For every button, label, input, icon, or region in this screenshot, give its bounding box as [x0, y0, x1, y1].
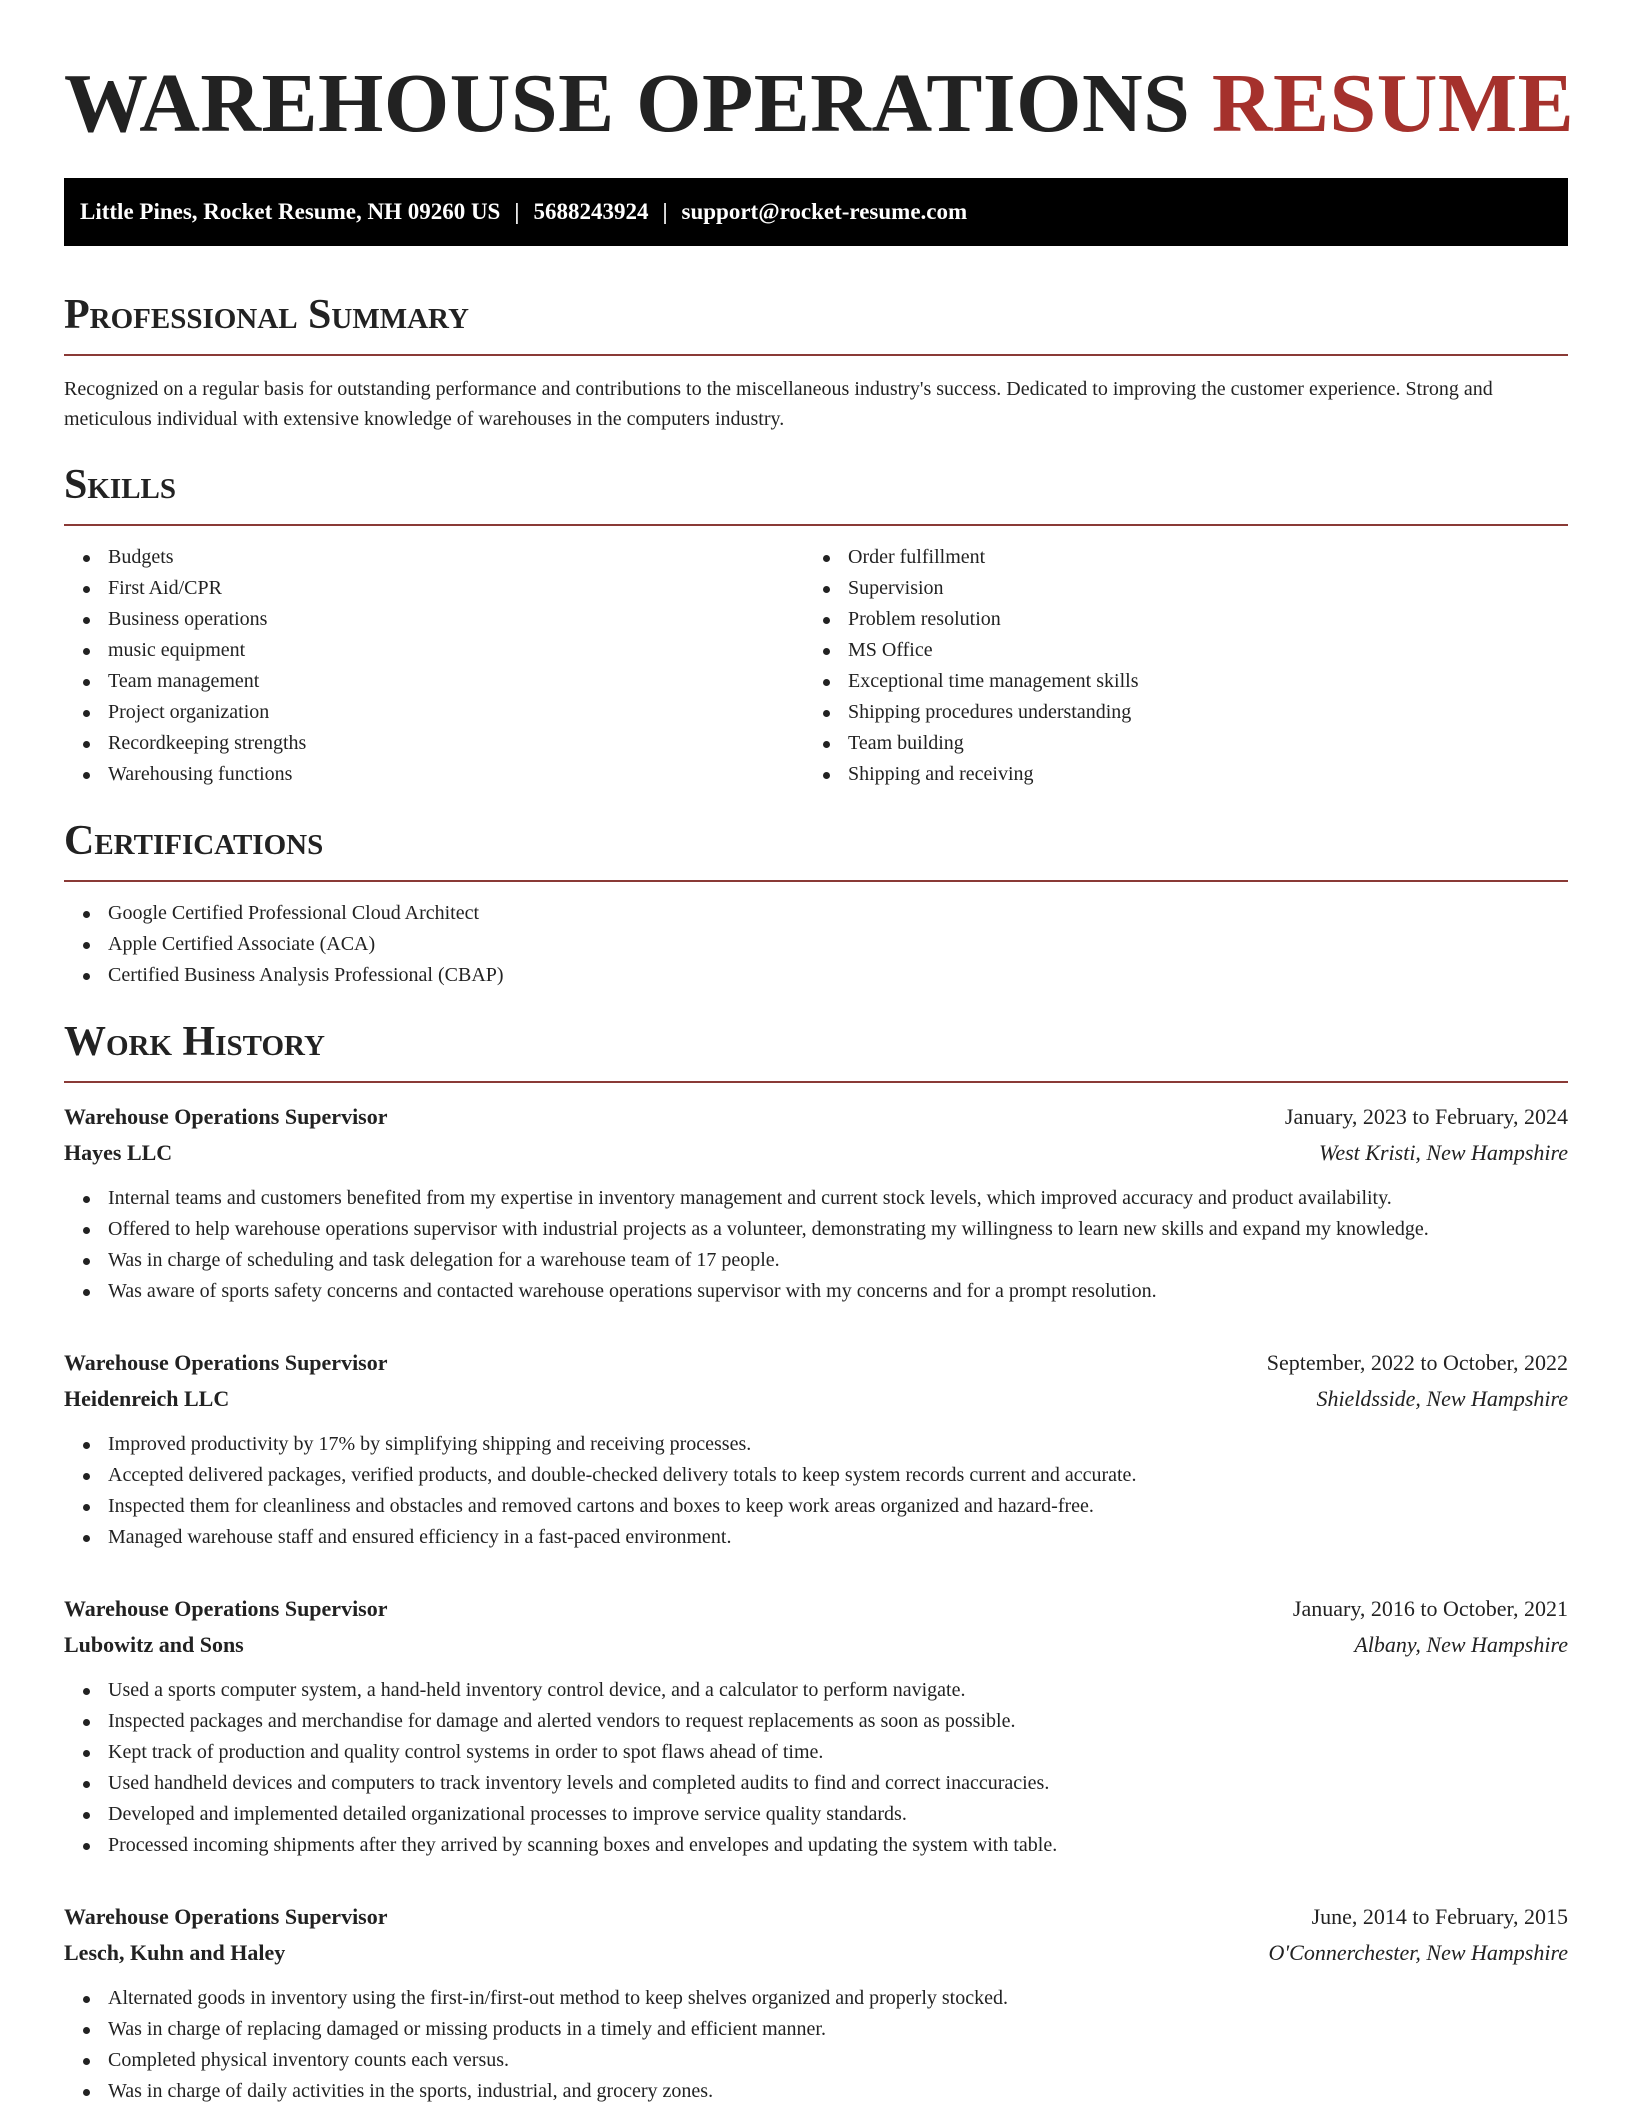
job-location: O'Connerchester, New Hampshire: [1268, 1940, 1568, 1965]
job-bullets: [64, 1675, 1568, 1861]
job-dates: September, 2022 to October, 2022: [1266, 1350, 1568, 1375]
skill-item: Shipping and receiving: [804, 759, 1544, 790]
job-bullet: Inspected packages and merchandise for damage and alerted vendors to request replacements as soon as possible.: [64, 1706, 1568, 1737]
certification-item: Apple Certified Associate (ACA): [64, 929, 1568, 960]
job-bullet: Improved productivity by 17% by simplifying shipping and receiving processes.: [64, 1429, 1568, 1460]
job-title-row: [64, 1591, 1568, 1627]
job-title: Warehouse Operations Supervisor: [64, 1904, 388, 1929]
job-bullet: Was in charge of scheduling and task delegation for a warehouse team of 17 people.: [64, 1245, 1568, 1276]
job-dates: January, 2023 to February, 2024: [1284, 1104, 1568, 1129]
section-divider: [64, 880, 1568, 882]
job-bullet: Kept track of production and quality control systems in order to spot flaws ahead of time.: [64, 1737, 1568, 1768]
summary-section: [64, 290, 1568, 434]
work-history-heading: Work History: [64, 1019, 325, 1065]
job-bullet: Used a sports computer system, a hand-held inventory control device, and a calculator to perform navigate.: [64, 1675, 1568, 1706]
job-company: Heidenreich LLC: [64, 1386, 230, 1411]
contact-phone[interactable]: 5688243924: [533, 199, 649, 224]
job-title: Warehouse Operations Supervisor: [64, 1596, 388, 1621]
job-bullet: Internal teams and customers benefited from my expertise in inventory management and current stock levels, which improved accuracy and product availability.: [64, 1183, 1568, 1214]
certifications-section: [64, 816, 1568, 991]
summary-heading: Professional Summary: [64, 292, 469, 338]
skill-item: Shipping procedures understanding: [804, 697, 1544, 728]
summary-text: Recognized on a regular basis for outstanding performance and contributions to the miscellaneous industry's success. Dedicated to improving the customer experience. Strong and meticulous individual with extensive knowledge of warehouses in the computers industry.: [64, 378, 1493, 430]
job-company: Lubowitz and Sons: [64, 1632, 244, 1657]
skills-list-right: [804, 542, 1544, 790]
job-location: Albany, New Hampshire: [1354, 1632, 1568, 1657]
skill-item: Project organization: [64, 697, 804, 728]
skills-heading: Skills: [64, 462, 177, 508]
job-location: Shieldsside, New Hampshire: [1316, 1386, 1568, 1411]
job-entry: [64, 1591, 1568, 1861]
job-dates: June, 2014 to February, 2015: [1311, 1904, 1568, 1929]
contact-separator: |: [514, 199, 520, 224]
resume-title: [64, 57, 1575, 150]
job-entry: [64, 1899, 1568, 2107]
job-company: Lesch, Kuhn and Haley: [64, 1940, 286, 1965]
job-company-row: [64, 1135, 1568, 1171]
certification-item: Google Certified Professional Cloud Architect: [64, 898, 1568, 929]
resume-title-accent: RESUME: [1211, 57, 1575, 150]
certification-item: Certified Business Analysis Professional (CBAP): [64, 960, 1568, 991]
job-title: Warehouse Operations Supervisor: [64, 1350, 388, 1375]
job-title-row: [64, 1899, 1568, 1935]
skill-item: Budgets: [64, 542, 804, 573]
job-entry: [64, 1099, 1568, 1307]
job-bullets: [64, 1183, 1568, 1307]
contact-email[interactable]: support@rocket-resume.com: [681, 199, 968, 224]
job-bullet: Was in charge of daily activities in the sports, industrial, and grocery zones.: [64, 2076, 1568, 2107]
section-divider: [64, 524, 1568, 526]
job-bullet: Was aware of sports safety concerns and contacted warehouse operations supervisor with my concerns and for a prompt resolution.: [64, 1276, 1568, 1307]
contact-address: Little Pines, Rocket Resume, NH 09260 US: [80, 199, 501, 224]
skill-item: Team management: [64, 666, 804, 697]
skills-list-left: [64, 542, 804, 790]
job-bullet: Was in charge of replacing damaged or missing products in a timely and efficient manner.: [64, 2014, 1568, 2045]
skill-item: Problem resolution: [804, 604, 1544, 635]
work-history-section: [64, 1017, 1568, 2107]
skill-item: Team building: [804, 728, 1544, 759]
job-bullet: Used handheld devices and computers to track inventory levels and completed audits to find and correct inaccuracies.: [64, 1768, 1568, 1799]
job-title: Warehouse Operations Supervisor: [64, 1104, 388, 1129]
certifications-list: [64, 898, 1568, 991]
section-divider: [64, 1081, 1568, 1083]
job-dates: January, 2016 to October, 2021: [1292, 1596, 1568, 1621]
section-divider: [64, 354, 1568, 356]
job-location: West Kristi, New Hampshire: [1319, 1140, 1568, 1165]
job-company-row: [64, 1627, 1568, 1663]
job-company: Hayes LLC: [64, 1140, 173, 1165]
job-bullet: Completed physical inventory counts each versus.: [64, 2045, 1568, 2076]
skills-grid: [64, 542, 1568, 790]
skill-item: Exceptional time management skills: [804, 666, 1544, 697]
job-company-row: [64, 1381, 1568, 1417]
skill-item: Warehousing functions: [64, 759, 804, 790]
contact-bar: [64, 178, 1568, 246]
skill-item: Recordkeeping strengths: [64, 728, 804, 759]
job-bullet: Inspected them for cleanliness and obstacles and removed cartons and boxes to keep work areas organized and hazard-free.: [64, 1491, 1568, 1522]
skill-item: First Aid/CPR: [64, 573, 804, 604]
certifications-heading: Certifications: [64, 818, 324, 864]
skills-section: [64, 460, 1568, 790]
skill-item: Supervision: [804, 573, 1544, 604]
job-bullets: [64, 1429, 1568, 1553]
job-company-row: [64, 1935, 1568, 1971]
job-bullet: Developed and implemented detailed organizational processes to improve service quality standards.: [64, 1799, 1568, 1830]
job-title-row: [64, 1099, 1568, 1135]
skill-item: Order fulfillment: [804, 542, 1544, 573]
skill-item: Business operations: [64, 604, 804, 635]
job-bullet: Managed warehouse staff and ensured efficiency in a fast-paced environment.: [64, 1522, 1568, 1553]
contact-separator: |: [662, 199, 668, 224]
job-entry: [64, 1345, 1568, 1553]
job-title-row: [64, 1345, 1568, 1381]
job-bullet: Offered to help warehouse operations supervisor with industrial projects as a volunteer, demonstrating my willingness to learn new skills and expand my knowledge.: [64, 1214, 1568, 1245]
job-bullets: [64, 1983, 1568, 2107]
job-bullet: Alternated goods in inventory using the first-in/first-out method to keep shelves organized and properly stocked.: [64, 1983, 1568, 2014]
job-bullet: Accepted delivered packages, verified products, and double-checked delivery totals to keep system records current and accurate.: [64, 1460, 1568, 1491]
job-bullet: Processed incoming shipments after they arrived by scanning boxes and envelopes and updating the system with table.: [64, 1830, 1568, 1861]
resume-title-main: WAREHOUSE OPERATIONS: [64, 57, 1191, 150]
skill-item: music equipment: [64, 635, 804, 666]
skill-item: MS Office: [804, 635, 1544, 666]
